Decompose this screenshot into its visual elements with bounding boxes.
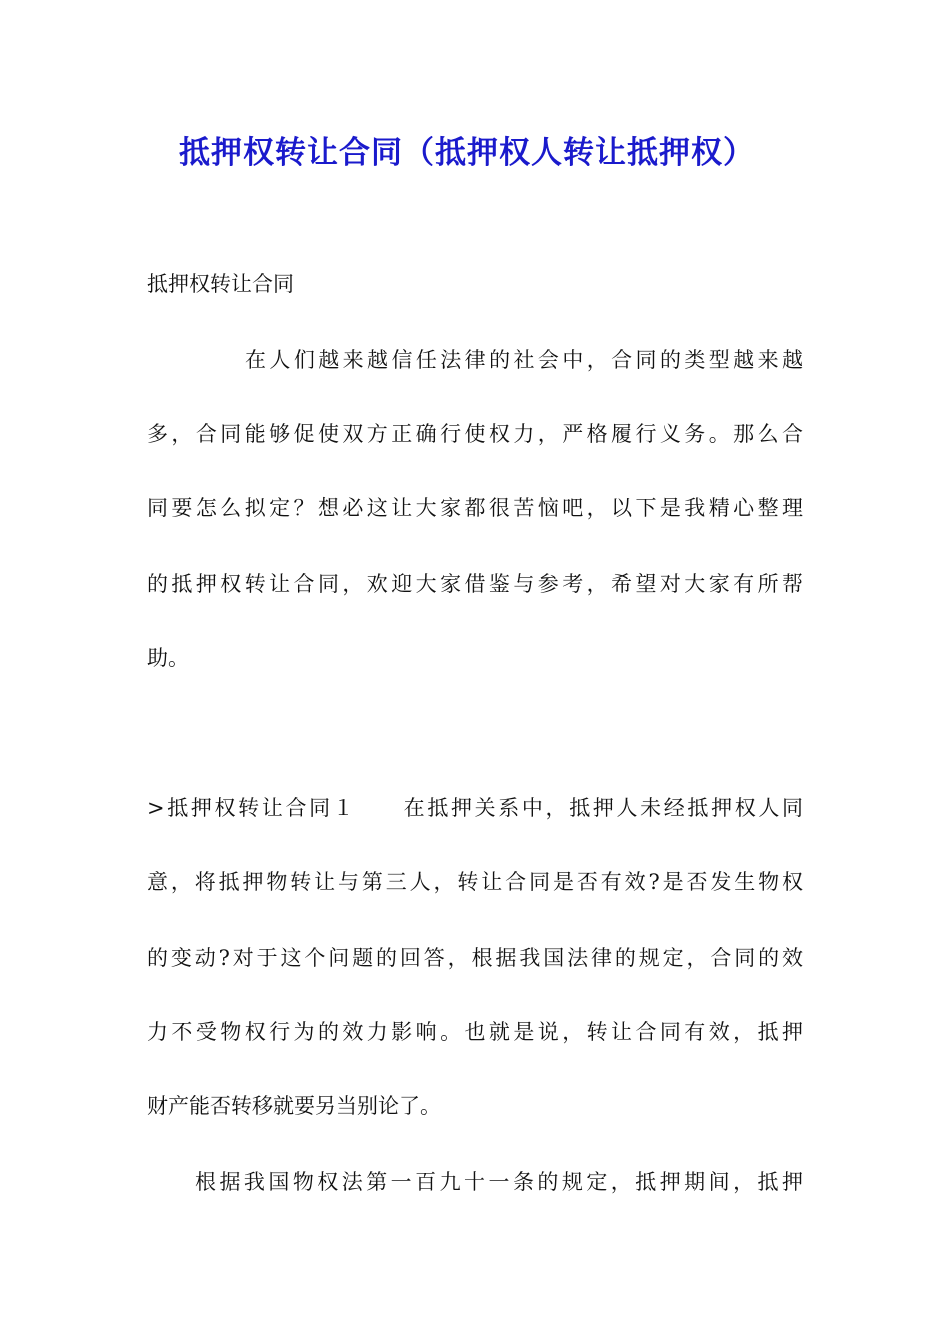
section1-line-5: 财产能否转移就要另当别论了。 <box>147 1094 441 1118</box>
section1-line-2: 意，将抵押物转让与第三人，转让合同是否有效?是否发生物权 <box>147 870 803 894</box>
intro-line-1: 在人们越来越信任法律的社会中，合同的类型越来越 <box>245 348 803 372</box>
intro-line-3: 同要怎么拟定？想必这让大家都很苦恼吧，以下是我精心整理 <box>147 496 803 520</box>
intro-line-4: 的抵押权转让合同，欢迎大家借鉴与参考，希望对大家有所帮 <box>147 572 803 596</box>
subtitle: 抵押权转让合同 <box>147 272 294 296</box>
section1-line-4: 力不受物权行为的效力影响。也就是说，转让合同有效，抵押 <box>147 1020 803 1044</box>
section1-line-3: 的变动?对于这个问题的回答，根据我国法律的规定，合同的效 <box>147 946 803 970</box>
intro-line-2: 多，合同能够促使双方正确行使权力，严格履行义务。那么合 <box>147 422 803 446</box>
section1-line-1: >抵押权转让合同１ 在抵押关系中，抵押人未经抵押权人同 <box>147 796 803 820</box>
intro-line-5: 助。 <box>147 646 189 670</box>
document-title: 抵押权转让合同（抵押权人转让抵押权） <box>179 135 755 171</box>
section2-line-1: 根据我国物权法第一百九十一条的规定，抵押期间，抵押 <box>195 1170 803 1194</box>
